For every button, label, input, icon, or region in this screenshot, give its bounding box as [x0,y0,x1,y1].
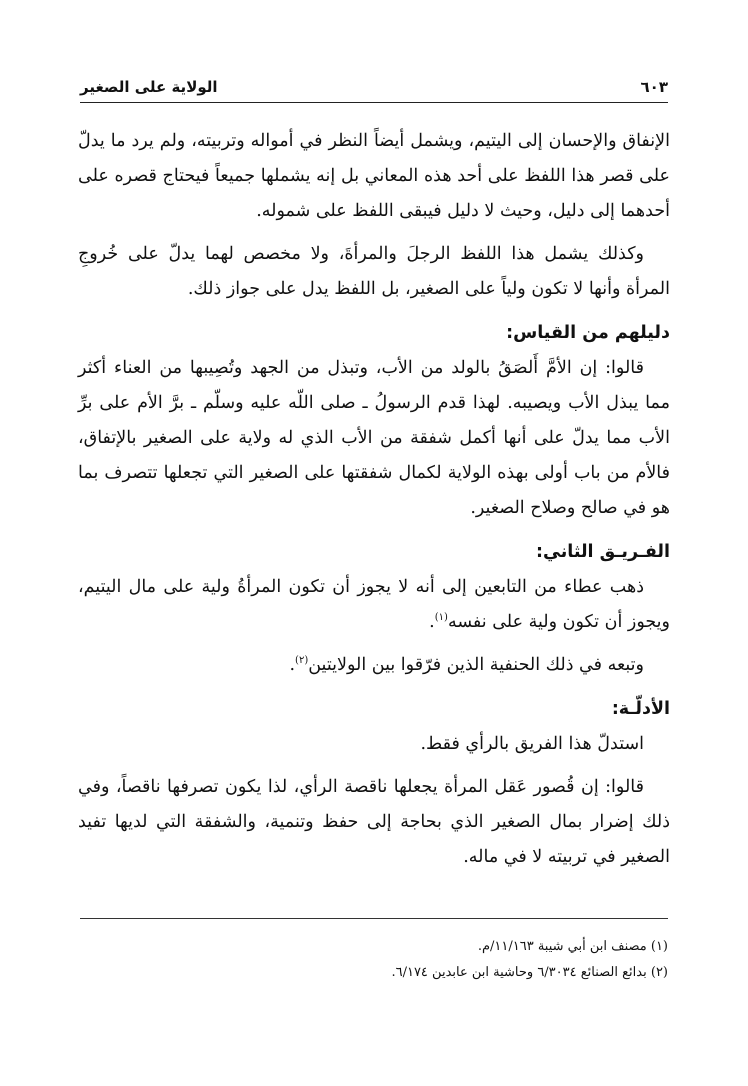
running-header [80,72,668,103]
footnote-ref-1: (١) [434,612,448,624]
footnote-2: (٢) بدائع الصنائع ٦/٣٠٣٤ وحاشية ابن عابدين ٦/١٧٤. [391,965,668,980]
heading-second-group: الفـريـق الثاني: [535,542,670,562]
footnote-divider [80,918,668,919]
page-number: ٦٠٣ [640,78,668,96]
footnote-1: (١) مصنف ابن أبي شيبة ١١/١٦٣/م. [477,939,668,954]
paragraph-4 [78,570,670,640]
footnote-ref-2: (٢) [295,655,309,667]
paragraph-4-text: ذهب عطاء من التابعين إلى أنه لا يجوز أن تكون المرأةُ ولية على مال اليتيم، ويجوز أن تكون ولية على نفسه [78,577,670,632]
paragraph-5 [78,648,670,683]
paragraph-2: وكذلك يشمل هذا اللفظ الرجلَ والمرأةَ، ولا مخصص لهما يدلّ على خُروجِ المرأة وأنها لا تكون ولياً على الصغير، بل اللفظ يدل على جواز ذلك. [78,244,670,299]
footnotes [80,934,668,986]
paragraph-5-text: وتبعه في ذلك الحنفية الذين فرّقوا بين الولايتين [308,655,644,675]
heading-evidence: الأدلّـة: [611,699,670,719]
paragraph-7: قالوا: إن قُصور عَقل المرأة يجعلها ناقصة الرأي، لذا يكون تصرفها ناقصاً، وفي ذلك إضرار بمال الصغير الذي بحاجة إلى حفظ وتنمية، والشفقة التي لديها تفيد الصغير في تربيته لا في ماله. [78,777,670,867]
chapter-title: الولاية على الصغير [80,78,218,96]
paragraph-5-end: . [289,655,296,675]
heading-analogy-evidence: دليلهم من القياس: [506,323,670,343]
paragraph-1: الإنفاق والإحسان إلى اليتيم، ويشمل أيضاً النظر في أمواله وتربيته، ولم يرد ما يدلّ على قصر هذا اللفظ على أحد هذه المعاني بل إنه يشملها جميعاً فيحتاج قصره على أحدهما إلى دليل، وحيث لا دليل فيبقى اللفظ على شموله. [78,131,670,221]
page-body [78,124,670,883]
paragraph-3: قالوا: إن الأمَّ أَلصَقُ بالولد من الأب، وتبذل من الجهد وتُصِيبها من العناء أكثر مما يبذل الأب ويصيبه. لهذا قدم الرسولُ ـ صلى اللّه عليه وسلّم ـ برَّ الأم على برِّ الأب مما يدلّ على أنها أكمل شفقة من الأب الذي له ولاية على الصغير بالإتفاق، فالأم من باب أولى بهذه الولاية لكمال شفقتها على الصغير التي تجعلها تتصرف بما هو في صالح وصلاح الصغير. [78,358,670,518]
paragraph-4-end: . [429,612,435,632]
paragraph-6: استدلّ هذا الفريق بالرأي فقط. [420,734,644,754]
